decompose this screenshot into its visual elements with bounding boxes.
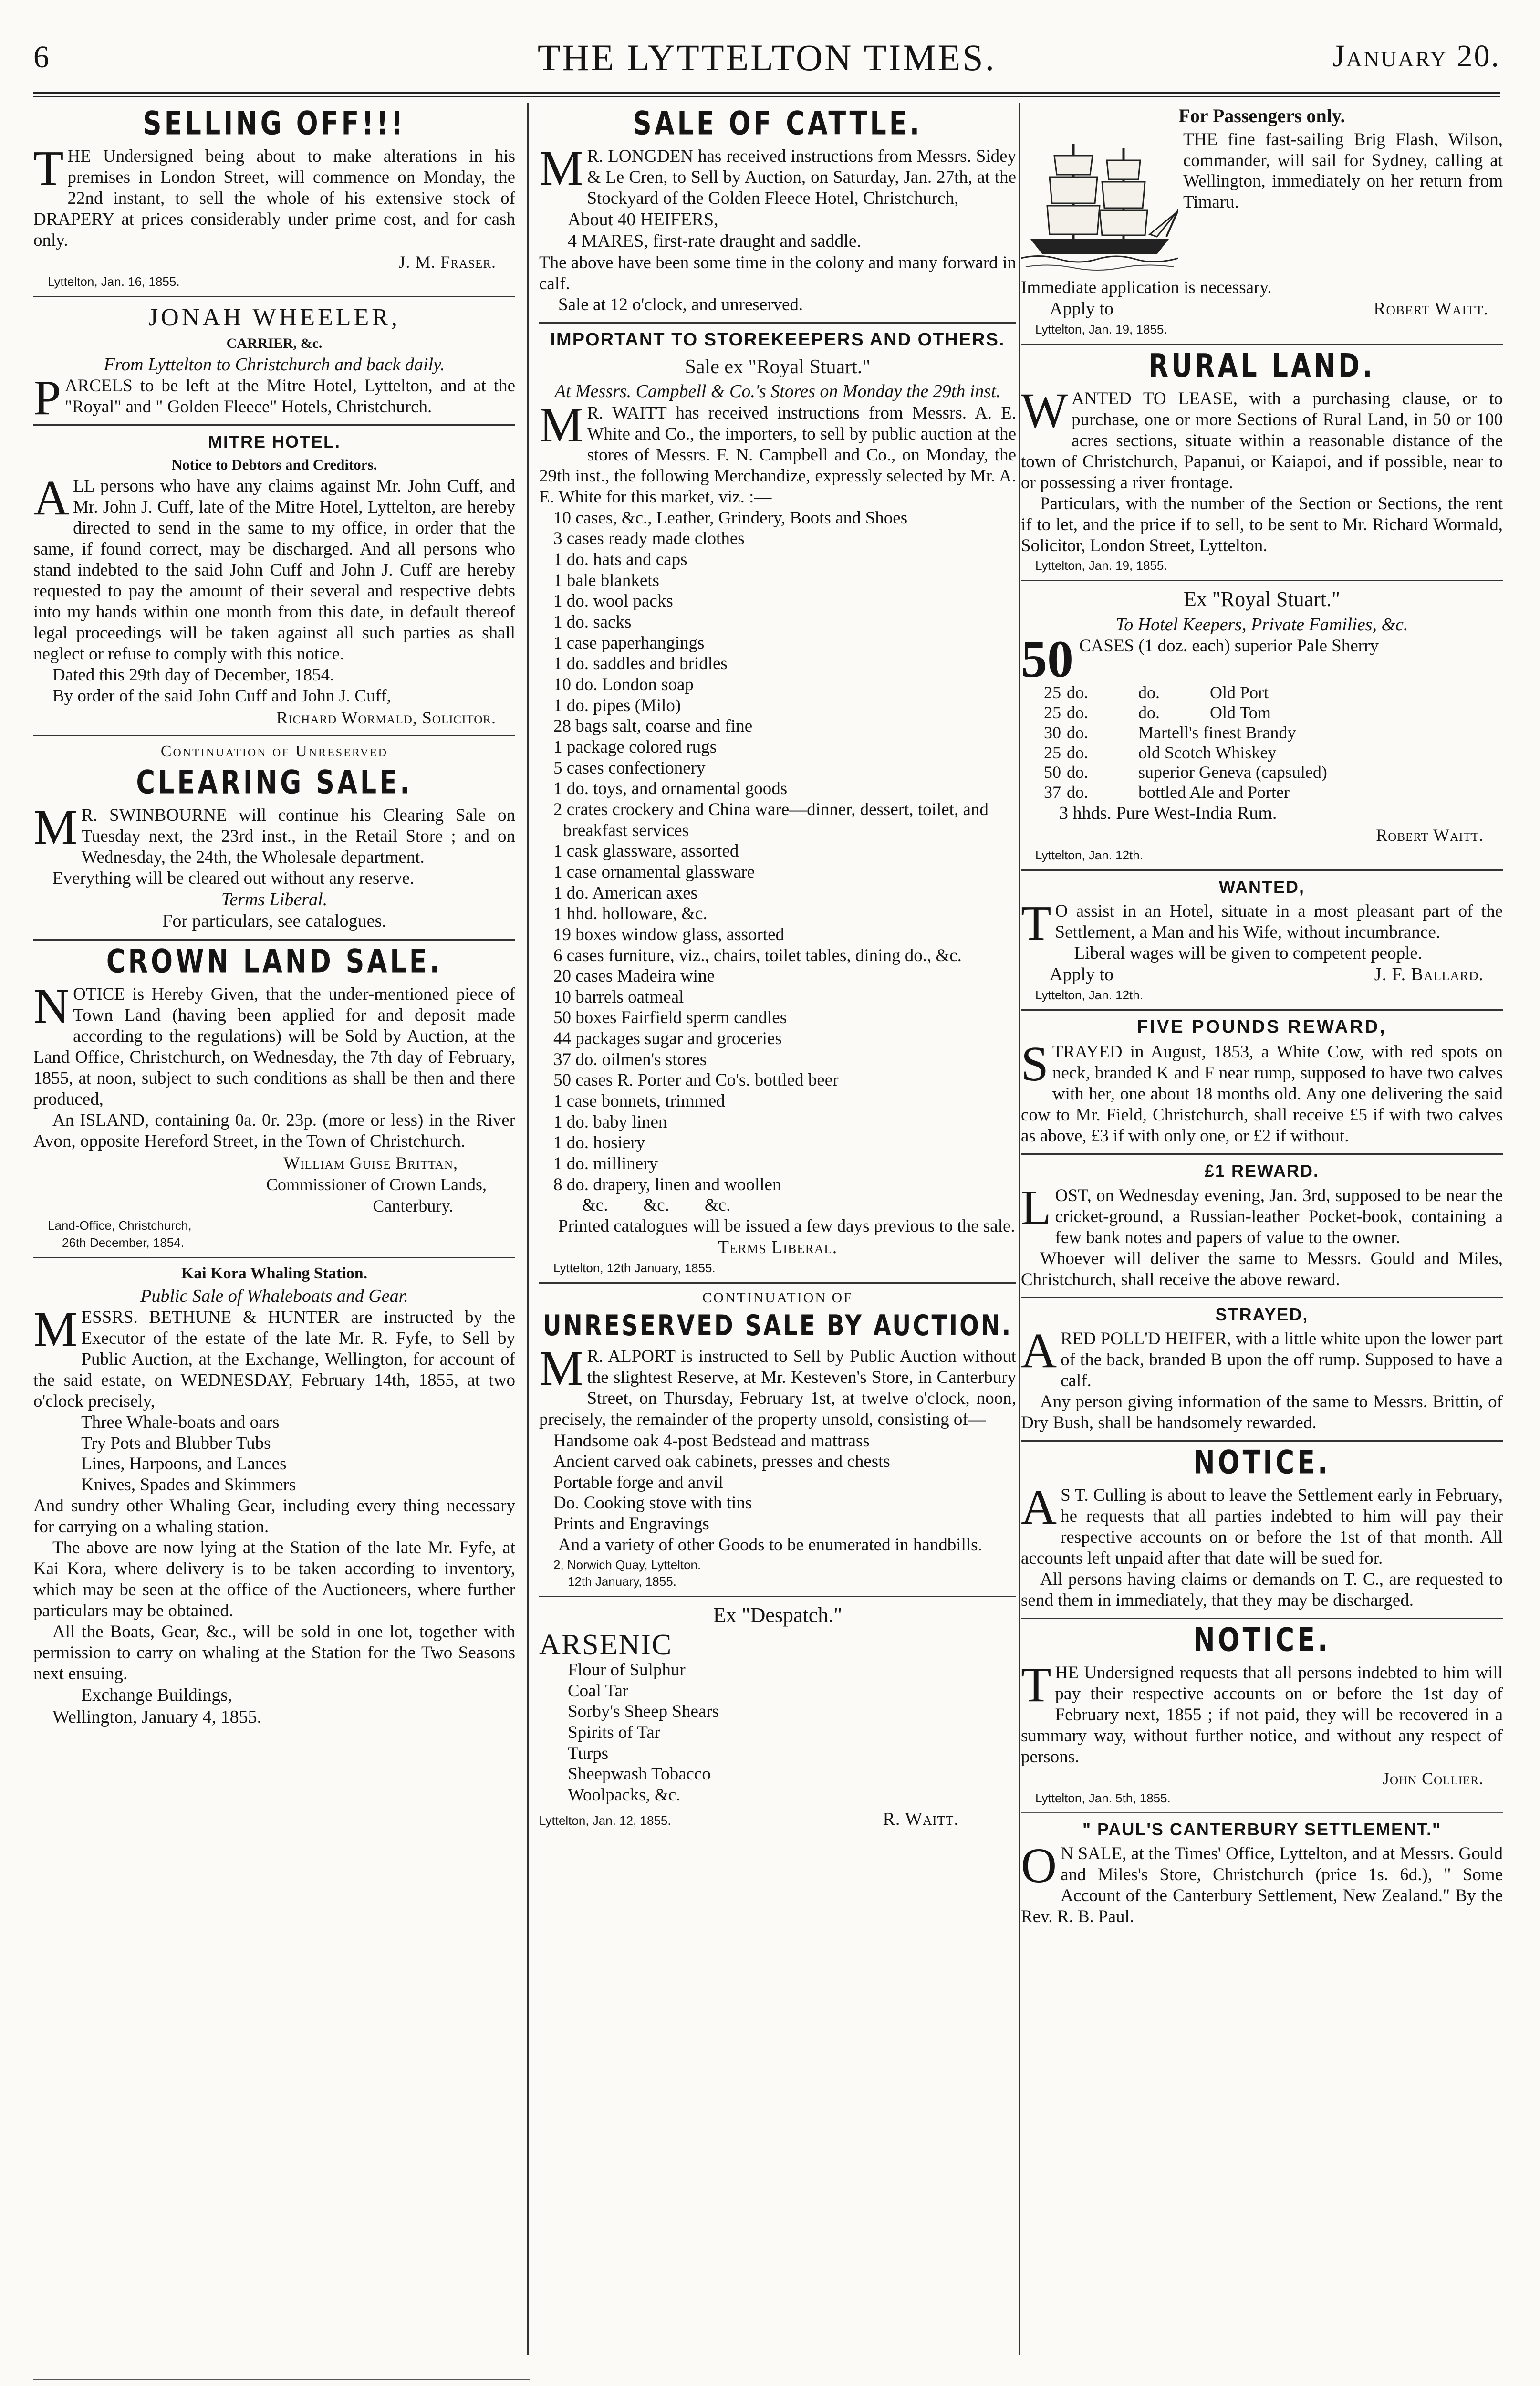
table-row xyxy=(1021,783,1503,803)
ad-separator xyxy=(1021,580,1503,581)
list-item: 10 do. London soap xyxy=(553,674,694,694)
ad-preheading: CONTINUATION OF xyxy=(702,1289,853,1306)
ad-body-2: Everything will be cleared out without any reserve. xyxy=(52,868,415,888)
ad-body: LOST, on Wednesday evening, Jan. 3rd, supposed to be near the cricket-ground, a Russian-leather Pocket-book, containing a few bank notes and papers of value to the owner. xyxy=(1021,1180,1503,1247)
ad-body: PARCELS to be left at the Mitre Hotel, Lyttelton, and at the "Royal" and " Golden Fleece" Hotels, Christchurch. xyxy=(33,370,515,426)
list-item: 1 do. sacks xyxy=(553,612,632,632)
merchandise-list xyxy=(539,508,1016,1216)
ad-route: From Lyttelton to Christchurch and back daily. xyxy=(104,354,445,375)
ad-separator xyxy=(1021,344,1503,345)
ad-item: About 40 HEIFERS, xyxy=(568,209,718,230)
ad-heading: MITRE HOTEL. xyxy=(208,432,341,452)
ad-heading: RURAL LAND. xyxy=(1148,346,1375,385)
ad-separator xyxy=(33,735,515,736)
ad-heading: UNRESERVED SALE BY AUCTION. xyxy=(542,1308,1013,1342)
list-item: Coal Tar xyxy=(568,1681,629,1701)
ad-heading: NOTICE. xyxy=(1193,1621,1331,1659)
list-item: 1 do. baby linen xyxy=(553,1112,667,1132)
ad-notice-culling xyxy=(1021,1443,1503,1611)
ad-dateline: Lyttelton, Jan. 12, 1855. xyxy=(539,1813,671,1828)
ad-crown-land-sale xyxy=(33,942,515,1250)
ad-body-2: An ISLAND, containing 0a. 0r. 23p. (more or less) in the River Avon, opposite Hereford Street, in the Town of Christchurch. xyxy=(33,1110,515,1151)
ad-sale-of-cattle xyxy=(539,104,1016,315)
list-item: 1 do. millinery xyxy=(553,1154,658,1174)
ad-dateline: 2, Norwich Quay, Lyttelton. xyxy=(553,1557,701,1572)
ad-body: MR. WAITT has received instructions from Messrs. A. E. White and Co., the importers, to sell by public auction at the stores of Messrs. F. N. Campbell and Co., on Monday, the 29th inst., the following Merchandize, expressly selected by Mr. A. E. White for this market, viz. :— xyxy=(539,397,1016,507)
list-item: Three Whale-boats and oars xyxy=(81,1413,280,1433)
ad-body-2: Any person giving information of the same to Messrs. Brittin, of Dry Bush, shall be handsomely rewarded. xyxy=(1021,1392,1503,1433)
list-item: 37 do. oilmen's stores xyxy=(553,1049,707,1069)
column-1 xyxy=(33,103,515,2374)
ad-body: MR. ALPORT is instructed to Sell by Public Auction without the slightest Reserve, at Mr. Kesteven's Store, in Canterbury Street, on Thursday, February 1st, at twelve o'clock, noon, precisely, the remainder of the property unsold, consisting of— xyxy=(539,1341,1016,1430)
ad-heading: Kai Kora Whaling Station. xyxy=(181,1264,368,1282)
ad-signature: Richard Wormald, Solicitor. xyxy=(276,708,496,727)
ad-body: AS T. Culling is about to leave the Settlement early in February, he requests that all parties indebted to him will pay their respective accounts on or before the 1st of that month. All accounts left unpaid after that date will be sued for. xyxy=(1021,1479,1503,1568)
table-cell: do. xyxy=(1067,783,1088,802)
ad-body: MESSRS. BETHUNE & HUNTER are instructed by the Executor of the estate of the late Mr. R. Fyfe, to Sell by Public Auction, at the Exchange, Wellington, for account of the said estate, on WEDNESDAY, February 14th, 1855, at two o'clock precisely, xyxy=(33,1302,515,1412)
list-item: 1 do. hosiery xyxy=(553,1133,645,1153)
ad-body: ARED POLL'D HEIFER, with a little white upon the lower part of the back, branded B upon the off rump. Supposed to have a calf. xyxy=(1021,1323,1503,1391)
ad-body: MR. LONGDEN has received instructions from Messrs. Sidey & Le Cren, to Sell by Auction, on Saturday, Jan. 27th, at the Stockyard of the Golden Fleece Hotel, Christchurch, xyxy=(539,140,1016,208)
page-number: 6 xyxy=(33,40,49,74)
ad-heading: CLEARING SALE. xyxy=(136,763,413,801)
ad-heading: SELLING OFF!!! xyxy=(143,104,406,142)
item-list xyxy=(33,1412,515,1496)
ad-dateline: Lyttelton, Jan. 5th, 1855. xyxy=(1035,1790,1171,1805)
table-row xyxy=(1021,703,1503,723)
column-3 xyxy=(1021,103,1503,2374)
list-item: Sheepwash Tobacco xyxy=(568,1764,711,1784)
list-item: 1 do. toys, and ornamental goods xyxy=(553,779,788,799)
ad-subheading: Sale ex "Royal Stuart." xyxy=(685,356,871,378)
footer-rule xyxy=(33,2379,530,2380)
ad-preheading: Continuation of Unreserved xyxy=(160,743,388,760)
ad-subheading: Public Sale of Whaleboats and Gear. xyxy=(140,1286,408,1306)
list-item: Sorby's Sheep Shears xyxy=(568,1702,719,1722)
ad-dateline: Lyttelton, Jan. 12th. xyxy=(1035,848,1143,862)
list-item: Try Pots and Blubber Tubs xyxy=(81,1433,271,1453)
ad-signature-place: Canterbury. xyxy=(373,1196,453,1216)
ad-heading: CROWN LAND SALE. xyxy=(106,942,443,980)
table-cell: do. xyxy=(1067,703,1088,722)
table-row xyxy=(1021,763,1503,783)
column-2 xyxy=(539,103,1016,2374)
table-row xyxy=(1021,723,1503,743)
ad-heading: NOTICE. xyxy=(1193,1443,1331,1481)
ad-dateline: Lyttelton, Jan. 12th. xyxy=(1035,987,1143,1002)
ad-signature: Robert Waitt. xyxy=(1376,826,1484,845)
list-item: 20 cases Madeira wine xyxy=(553,966,715,986)
ad-large-number: 50 xyxy=(1021,636,1073,683)
list-item: &c. &c. &c. xyxy=(582,1195,731,1215)
table-row xyxy=(1021,683,1503,703)
ad-body-2: And a variety of other Goods to be enumerated in handbills. xyxy=(558,1535,982,1555)
ad-heading: Ex "Despatch." xyxy=(713,1603,843,1627)
ad-subheading: To Hotel Keepers, Private Families, &c. xyxy=(1115,614,1408,635)
table-cell: 25 xyxy=(1044,703,1061,722)
ad-heading: SALE OF CATTLE. xyxy=(633,104,923,142)
ad-address: Exchange Buildings, xyxy=(81,1685,232,1705)
ad-body: THE Undersigned being about to make alterations in his premises in London Street, will commence on Monday, the 22nd instant, to sell the whole of his extensive stock of DRAPERY at prices considerably under prime cost, and for cash only. xyxy=(33,140,515,250)
ad-separator xyxy=(1021,869,1503,871)
ad-apply: Apply to xyxy=(1050,964,1114,984)
table-cell: old Scotch Whiskey xyxy=(1138,743,1277,762)
ad-body-2: The above have been some time in the colony and many forward in calf. xyxy=(539,253,1016,294)
table-cell: 25 xyxy=(1044,743,1061,762)
ad-first-line: CASES (1 doz. each) superior Pale Sherry xyxy=(1079,636,1379,656)
list-item: 10 barrels oatmeal xyxy=(553,987,684,1007)
ad-body-3: The above are now lying at the Station of the late Mr. Fyfe, at Kai Kora, where delivery is to be taken according to inventory, which may be seen at the office of the Auctioneers, where further particulars may be obtained. xyxy=(33,1538,515,1621)
table-cell: 37 xyxy=(1044,783,1061,802)
table-cell: do. xyxy=(1138,683,1160,702)
list-item: 6 cases furniture, viz., chairs, toilet tables, dining do., &c. xyxy=(553,945,962,965)
ad-royal-stuart xyxy=(1021,587,1503,863)
issue-date: January 20. xyxy=(1332,39,1500,73)
ad-body: STRAYED in August, 1853, a White Cow, with red spots on neck, branded K and F near rump, supposed to have two calves with her, one about 18 months old. Any one delivering the said cow to Mr. Field, Christchurch, shall receive £5 if with two calves as above, £3 if with only one, or £2 if without. xyxy=(1021,1036,1503,1146)
ad-separator xyxy=(33,939,515,941)
column-divider xyxy=(527,103,529,2355)
ad-five-pounds-reward xyxy=(1021,1016,1503,1147)
ad-body: THE fine fast-sailing Brig Flash, Wilson, commander, will sail for Sydney, calling at Wellington, immediately on her return from Timaru. xyxy=(1183,130,1503,212)
ad-heading: Ex "Royal Stuart." xyxy=(1183,587,1340,611)
list-item: Spirits of Tar xyxy=(568,1722,661,1742)
table-cell: 50 xyxy=(1044,763,1061,782)
table-cell: Old Tom xyxy=(1210,703,1271,722)
ad-separator xyxy=(1021,1812,1503,1813)
ad-one-pound-reward xyxy=(1021,1161,1503,1290)
ad-heading: £1 REWARD. xyxy=(1204,1161,1320,1181)
table-cell: do. xyxy=(1067,683,1088,702)
ad-separator xyxy=(1021,1440,1503,1442)
ad-separator xyxy=(539,322,1016,324)
ad-dateline: Lyttelton, Jan. 19, 1855. xyxy=(1035,322,1167,336)
ad-separator xyxy=(33,296,515,297)
ad-heading: JONAH WHEELER, xyxy=(148,304,400,332)
table-cell: do. xyxy=(1067,722,1088,742)
list-item: 1 case ornamental glassware xyxy=(553,862,755,882)
table-cell: superior Geneva (capsuled) xyxy=(1138,763,1327,782)
ad-body-3: Sale at 12 o'clock, and unreserved. xyxy=(558,295,803,315)
ad-body-2: Particulars, with the number of the Section or Sections, the rent if to let, and the price if to sell, to be sent to Mr. Richard Wormald, Solicitor, London Street, Lyttelton. xyxy=(1021,493,1503,555)
list-item: Woolpacks, &c. xyxy=(568,1785,681,1805)
ad-signature: R. Waitt. xyxy=(883,1809,959,1829)
ad-item: 4 MARES, first-rate draught and saddle. xyxy=(568,231,862,251)
ad-body: THE Undersigned requests that all persons indebted to him will pay their respective accounts on or before the 1st day of February next, 1855 ; if not paid, they will be recovered in a summary way, without further notice, and without any respect of persons. xyxy=(1021,1657,1503,1767)
ad-body-2: Whoever will deliver the same to Messrs. Gould and Miles, Christchurch, shall receive the above reward. xyxy=(1021,1248,1503,1289)
list-item: 1 case paperhangings xyxy=(553,633,705,653)
list-item: 44 packages sugar and groceries xyxy=(553,1029,782,1049)
list-item: Ancient carved oak cabinets, presses and chests xyxy=(553,1452,890,1472)
ad-pauls-settlement xyxy=(1021,1819,1503,1927)
list-item: 1 do. hats and caps xyxy=(553,550,687,570)
table-cell: do. xyxy=(1138,703,1160,722)
list-item: Portable forge and anvil xyxy=(553,1472,723,1492)
ad-body: WANTED TO LEASE, with a purchasing clause, or to purchase, one or more Sections of Rural Land, in 50 or 100 acres sections, situate within a reasonable distance of the town of Christchurch, Papanui, or Kaiapoi, and if possible, near to or possessing a river frontage. xyxy=(1021,383,1503,492)
ad-heading: FIVE POUNDS REWARD, xyxy=(1137,1016,1387,1037)
list-item: ARSENIC xyxy=(539,1628,673,1661)
list-item: 1 package colored rugs xyxy=(553,737,717,757)
ad-body: MR. SWINBOURNE will continue his Clearing Sale on Tuesday next, the 23rd inst., in the Retail Store ; and on Wednesday, the 24th, the Wholesale department. xyxy=(33,799,515,867)
ad-dateline: Lyttelton, Jan. 16, 1855. xyxy=(48,274,180,289)
ad-terms: Terms Liberal. xyxy=(221,889,328,910)
table-cell: 30 xyxy=(1044,722,1061,742)
spirits-table xyxy=(1021,683,1503,803)
list-item: Do. Cooking stove with tins xyxy=(553,1493,752,1513)
ad-ex-despatch xyxy=(539,1603,1016,1830)
ad-subheading: Notice to Debtors and Creditors. xyxy=(171,456,377,473)
ad-rural-land xyxy=(1021,346,1503,573)
list-item: 1 do. pipes (Milo) xyxy=(553,695,681,715)
ad-heading: IMPORTANT TO STOREKEEPERS AND OTHERS. xyxy=(550,330,1005,350)
ad-separator xyxy=(33,424,515,426)
ad-location: At Messrs. Campbell & Co.'s Stores on Monday the 29th inst. xyxy=(554,381,1001,402)
table-cell: Old Port xyxy=(1210,683,1269,702)
ad-separator xyxy=(1021,1153,1503,1155)
ad-signature: J. F. Ballard. xyxy=(1374,964,1484,984)
list-item: 5 cases confectionery xyxy=(553,758,706,778)
ad-strayed xyxy=(1021,1304,1503,1434)
ad-body-2: All persons having claims or demands on T. C., are requested to send them in immediately, that they may be discharged. xyxy=(1021,1569,1503,1610)
table-cell: bottled Ale and Porter xyxy=(1138,783,1290,802)
list-item: 1 case bonnets, trimmed xyxy=(553,1091,725,1111)
list-item: 1 cask glassware, assorted xyxy=(553,841,739,861)
list-item: 1 do. saddles and bridles xyxy=(553,654,728,674)
list-item: Knives, Spades and Skimmers xyxy=(81,1475,296,1495)
masthead-rule xyxy=(33,92,1500,94)
list-item: 1 hhd. holloware, &c. xyxy=(553,904,708,924)
ad-separator xyxy=(1021,1009,1503,1011)
property-list xyxy=(539,1431,1016,1535)
ad-heading: WANTED, xyxy=(1219,877,1305,897)
ad-body: NOTICE is Hereby Given, that the under-mentioned piece of Town Land (having been applied for and deposit made according to the regulations) will be Sold by Auction, at the Land Office, Christchurch, on Wednesday, the 7th day of February, 1855, at noon, subject to such conditions as shall be then and there produced, xyxy=(33,978,515,1109)
table-cell: 25 xyxy=(1044,683,1061,702)
list-item: 50 boxes Fairfield sperm candles xyxy=(553,1008,787,1028)
ad-storekeepers xyxy=(539,329,1016,1276)
ad-signature: John Collier. xyxy=(1382,1769,1484,1788)
ad-unreserved-sale xyxy=(539,1289,1016,1589)
masthead xyxy=(33,29,1500,91)
sailing-ship-illustration xyxy=(1021,129,1178,277)
column-divider xyxy=(1019,103,1020,2355)
ad-body-2: And sundry other Whaling Gear, including every thing necessary for carrying on a whaling station. xyxy=(33,1496,515,1537)
list-item: Lines, Harpoons, and Lances xyxy=(81,1454,287,1474)
ad-jonah-wheeler xyxy=(33,303,515,426)
ad-signature: J. M. Fraser. xyxy=(398,252,496,272)
ad-body: ALL persons who have any claims against Mr. John Cuff, and Mr. John J. Cuff, late of the Mitre Hotel, Lyttelton, are hereby directed to send in the same to my office, in order that the same, if found correct, may be discharged. And all persons who stand indebted to the said John Cuff and John J. Cuff are hereby requested to pay the amount of their several and respective debts into my hands within one month from this date, in default thereof legal proceedings will be taken against all such parties as shall neglect or refuse to comply with this notice. xyxy=(33,470,515,664)
list-item: Flour of Sulphur xyxy=(568,1660,686,1680)
ad-clearing-sale xyxy=(33,742,515,932)
ad-dateline-2: 12th January, 1855. xyxy=(568,1574,676,1589)
ad-signature-title: Commissioner of Crown Lands, xyxy=(266,1174,487,1194)
ad-heading: STRAYED, xyxy=(1215,1304,1309,1324)
ad-signature: Robert Waitt. xyxy=(1374,299,1488,319)
ad-apply: Apply to xyxy=(1050,299,1114,319)
ad-separator xyxy=(539,1282,1016,1284)
ad-heading: " PAUL'S CANTERBURY SETTLEMENT." xyxy=(1082,1820,1442,1840)
table-cell: do. xyxy=(1067,763,1088,782)
ad-signature: William Guise Brittan, xyxy=(283,1153,458,1172)
newspaper-title: THE LYTTELTON TIMES. xyxy=(537,37,997,78)
ad-dateline-2: 26th December, 1854. xyxy=(62,1235,184,1250)
ad-heading: For Passengers only. xyxy=(1178,105,1345,126)
list-item: Turps xyxy=(568,1743,609,1763)
ad-separator xyxy=(33,1257,515,1258)
list-item: 1 bale blankets xyxy=(553,570,659,590)
goods-list xyxy=(539,1660,1016,1806)
ad-address-2: Wellington, January 4, 1855. xyxy=(52,1706,262,1727)
masthead-rule-thin xyxy=(33,96,1500,97)
ad-notice-collier xyxy=(1021,1621,1503,1806)
list-item: Prints and Engravings xyxy=(553,1514,709,1534)
list-item: 10 cases, &c., Leather, Grindery, Boots and Shoes xyxy=(553,508,908,528)
ad-separator xyxy=(539,1596,1016,1597)
ad-dateline: Land-Office, Christchurch, xyxy=(48,1218,192,1233)
list-item: 1 do. American axes xyxy=(553,883,698,903)
ad-dateline: Lyttelton, 12th January, 1855. xyxy=(553,1260,716,1275)
ad-body-4: All the Boats, Gear, &c., will be sold in one lot, together with permission to carry on whaling at the Station for the Two Seasons next ensuing. xyxy=(33,1622,515,1684)
table-row xyxy=(1021,743,1503,763)
table-cell: Martell's finest Brandy xyxy=(1138,722,1296,742)
list-item: 50 cases R. Porter and Co's. bottled beer xyxy=(553,1070,839,1090)
list-item: 3 cases ready made clothes xyxy=(553,529,745,549)
ad-subheading: CARRIER, &c. xyxy=(226,335,323,351)
ad-body-2: Liberal wages will be given to competent people. xyxy=(1074,943,1423,963)
ad-terms: Terms Liberal. xyxy=(718,1237,838,1258)
ad-particulars: For particulars, see catalogues. xyxy=(162,911,386,931)
ad-order: By order of the said John Cuff and John J. Cuff, xyxy=(52,686,391,706)
list-item: 8 do. drapery, linen and woollen xyxy=(553,1174,781,1194)
table-cell: do. xyxy=(1067,743,1088,762)
ad-body-2: Immediate application is necessary. xyxy=(1021,278,1272,297)
ad-dated: Dated this 29th day of December, 1854. xyxy=(52,665,334,685)
list-item: 19 boxes window glass, assorted xyxy=(553,924,785,944)
ad-selling-off xyxy=(33,104,515,289)
ad-body-2: Printed catalogues will be issued a few days previous to the sale. xyxy=(558,1216,1015,1236)
ad-passengers xyxy=(1021,105,1503,337)
ad-kai-kora-whaling xyxy=(33,1264,515,1728)
ad-separator xyxy=(1021,1618,1503,1619)
ad-item: 3 hhds. Pure West-India Rum. xyxy=(1059,803,1277,823)
list-item: 2 crates crockery and China ware—dinner, dessert, toilet, and breakfast services xyxy=(553,799,989,840)
ad-mitre-hotel xyxy=(33,431,515,728)
ad-body: TO assist in an Hotel, situate in a most pleasant part of the Settlement, a Man and his Wife, without incumbrance. xyxy=(1021,895,1503,951)
ad-dateline: Lyttelton, Jan. 19, 1855. xyxy=(1035,558,1167,573)
ad-wanted xyxy=(1021,877,1503,1003)
ad-body: ON SALE, at the Times' Office, Lyttelton, and at Messrs. Gould and Miles's Store, Christchurch (price 1s. 6d.), " Some Account of the Canterbury Settlement, New Zealand." By the Rev. R. B. Paul. xyxy=(1021,1838,1503,1927)
list-item: 1 do. wool packs xyxy=(553,591,673,611)
list-item: 28 bags salt, coarse and fine xyxy=(553,716,753,736)
list-item: Handsome oak 4-post Bedstead and mattrass xyxy=(553,1431,870,1451)
ad-separator xyxy=(1021,1297,1503,1298)
